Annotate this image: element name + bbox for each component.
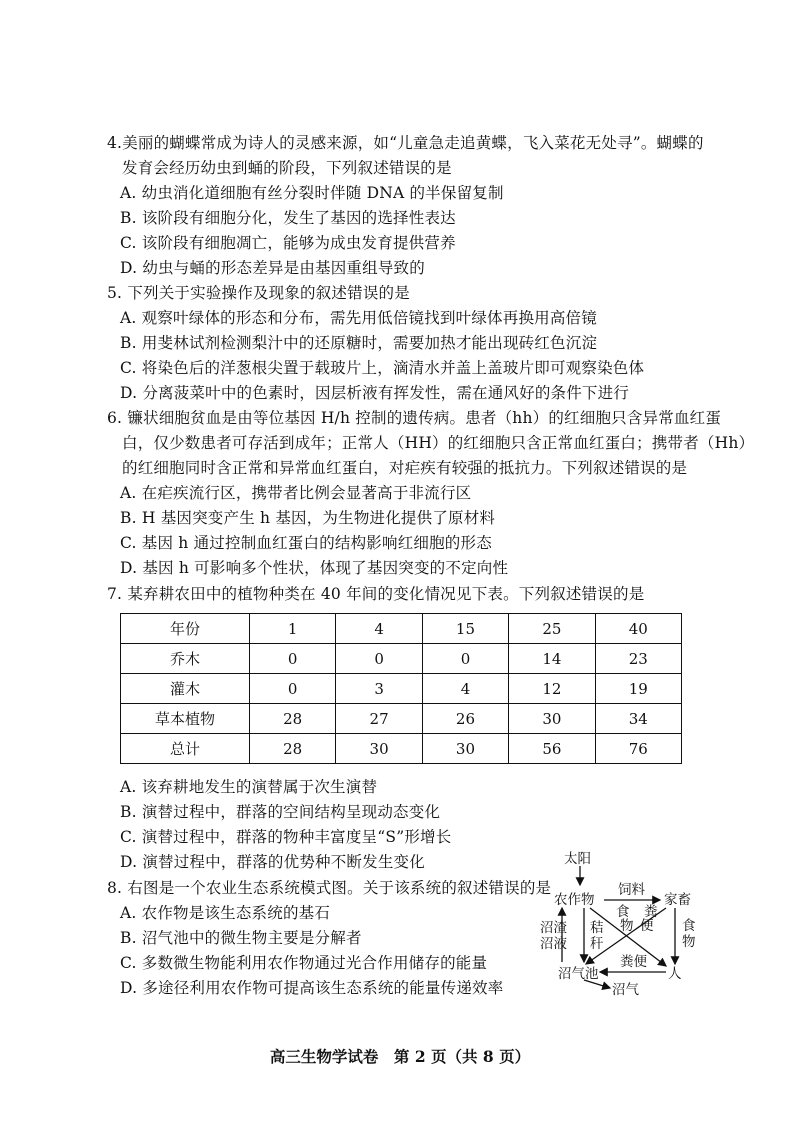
label-residue-1: 沼渣	[540, 920, 567, 936]
node-human: 人	[668, 966, 682, 982]
table-cell: 30	[422, 734, 508, 764]
q6-option-d: D. 基因 h 可影响多个性状，体现了基因突变的不定向性	[120, 559, 509, 577]
label-straw-2: 秆	[590, 936, 604, 952]
table-cell: 30	[509, 704, 595, 734]
q5-stem: 5. 下列关于实验操作及现象的叙述错误的是	[107, 284, 410, 302]
label-food-1a: 食	[616, 904, 630, 920]
q4-stem-line2: 发育会经历幼虫到蛹的阶段，下列叙述错误的是	[122, 159, 452, 177]
table-cell: 总计	[121, 734, 250, 764]
q8-option-c: C. 多数微生物能利用农作物通过光合作用储存的能量	[120, 954, 488, 972]
q7-option-b: B. 演替过程中，群落的空间结构呈现动态变化	[120, 803, 441, 821]
table-cell: 25	[509, 614, 595, 644]
q4-option-c: C. 该阶段有细胞凋亡，能够为成虫发育提供营养	[120, 234, 456, 252]
table-cell: 76	[595, 734, 681, 764]
table-cell: 0	[336, 644, 422, 674]
node-biogas: 沼气	[612, 982, 639, 998]
table-cell: 15	[422, 614, 508, 644]
node-sun: 太阳	[564, 851, 591, 867]
table-cell: 0	[422, 644, 508, 674]
plant-species-table	[120, 613, 682, 764]
table-cell: 28	[250, 734, 336, 764]
q5-option-a: A. 观察叶绿体的形态和分布，需先用低倍镜找到叶绿体再换用高倍镜	[120, 309, 597, 327]
table-row	[121, 734, 682, 764]
q4-option-b: B. 该阶段有细胞分化，发生了基因的选择性表达	[120, 209, 456, 227]
label-feed: 饲料	[618, 882, 645, 898]
q6-stem-line2: 白，仅少数患者可存活到成年；正常人（HH）的红细胞只含正常血红蛋白；携带者（Hh）	[122, 434, 755, 452]
q8-option-a: A. 农作物是该生态系统的基石	[120, 904, 331, 922]
q8-option-d: D. 多途径利用农作物可提高该生态系统的能量传递效率	[120, 979, 504, 997]
table-cell: 23	[595, 644, 681, 674]
table-cell: 19	[595, 674, 681, 704]
table-cell: 12	[509, 674, 595, 704]
table-cell: 26	[422, 704, 508, 734]
q4-option-d: D. 幼虫与蛹的形态差异是由基因重组导致的	[120, 259, 425, 277]
label-food-2a: 食	[682, 918, 696, 934]
q7-option-d: D. 演替过程中，群落的优势种不断发生变化	[120, 853, 425, 871]
label-straw-1: 秸	[590, 920, 604, 936]
q7-option-c: C. 演替过程中，群落的物种丰富度呈“S”形增长	[120, 828, 452, 846]
agro-ecosystem-diagram	[540, 852, 720, 1000]
label-manure-2: 粪便	[620, 954, 647, 970]
table-row	[121, 704, 682, 734]
node-digester: 沼气池	[558, 966, 599, 982]
q8-option-b: B. 沼气池中的微生物主要是分解者	[120, 929, 362, 947]
table-cell: 40	[595, 614, 681, 644]
table-cell: 年份	[121, 614, 250, 644]
q8-stem: 8. 右图是一个农业生态系统模式图。关于该系统的叙述错误的是	[107, 879, 552, 897]
q6-stem-line1: 6. 镰状细胞贫血是由等位基因 H/h 控制的遗传病。患者（hh）的红细胞只含异常血红蛋	[107, 409, 722, 427]
table-row	[121, 644, 682, 674]
node-livestock: 家畜	[664, 892, 691, 908]
table-row	[121, 674, 682, 704]
q4-stem-line1: 4.美丽的蝴蝶常成为诗人的灵感来源，如“儿童急走追黄蝶，飞入菜花无处寻”。蝴蝶的	[107, 134, 704, 152]
table-cell: 14	[509, 644, 595, 674]
label-food-2b: 物	[682, 934, 696, 950]
table-cell: 草本植物	[121, 704, 250, 734]
q6-option-c: C. 基因 h 通过控制血红蛋白的结构影响红细胞的形态	[120, 534, 492, 552]
label-manure-1b: 便	[640, 918, 654, 934]
table-cell: 30	[336, 734, 422, 764]
table-header-row	[121, 614, 682, 644]
table-cell: 4	[422, 674, 508, 704]
table-cell: 56	[509, 734, 595, 764]
label-food-1b: 物	[620, 918, 634, 934]
q7-option-a: A. 该弃耕地发生的演替属于次生演替	[120, 778, 378, 796]
q5-option-d: D. 分离菠菜叶中的色素时，因层析液有挥发性，需在通风好的条件下进行	[120, 384, 630, 402]
table-cell: 28	[250, 704, 336, 734]
q5-option-c: C. 将染色后的洋葱根尖置于载玻片上，滴清水并盖上盖玻片即可观察染色体	[120, 359, 645, 377]
q5-option-b: B. 用斐林试剂检测梨汁中的还原糖时，需要加热才能出现砖红色沉淀	[120, 334, 598, 352]
node-crops: 农作物	[554, 892, 595, 908]
label-residue-2: 沼液	[540, 936, 567, 952]
q6-stem-line3: 的红细胞同时含正常和异常血红蛋白，对疟疾有较强的抵抗力。下列叙述错误的是	[122, 459, 688, 477]
table-cell: 27	[336, 704, 422, 734]
table-cell: 乔木	[121, 644, 250, 674]
q7-stem: 7. 某弃耕农田中的植物种类在 40 年间的变化情况见下表。下列叙述错误的是	[107, 585, 645, 603]
q6-option-b: B. H 基因突变产生 h 基因，为生物进化提供了原材料	[120, 509, 496, 527]
table-cell: 0	[250, 674, 336, 704]
table-cell: 1	[250, 614, 336, 644]
table-cell: 灌木	[121, 674, 250, 704]
page-footer: 高三生物学试卷 第 2 页（共 8 页）	[269, 1047, 531, 1066]
table-cell: 0	[250, 644, 336, 674]
q6-option-a: A. 在疟疾流行区，携带者比例会显著高于非流行区	[120, 484, 472, 502]
table-cell: 4	[336, 614, 422, 644]
table-cell: 3	[336, 674, 422, 704]
label-manure-1a: 粪	[644, 904, 658, 920]
q4-option-a: A. 幼虫消化道细胞有丝分裂时伴随 DNA 的半保留复制	[120, 184, 504, 202]
table-cell: 34	[595, 704, 681, 734]
